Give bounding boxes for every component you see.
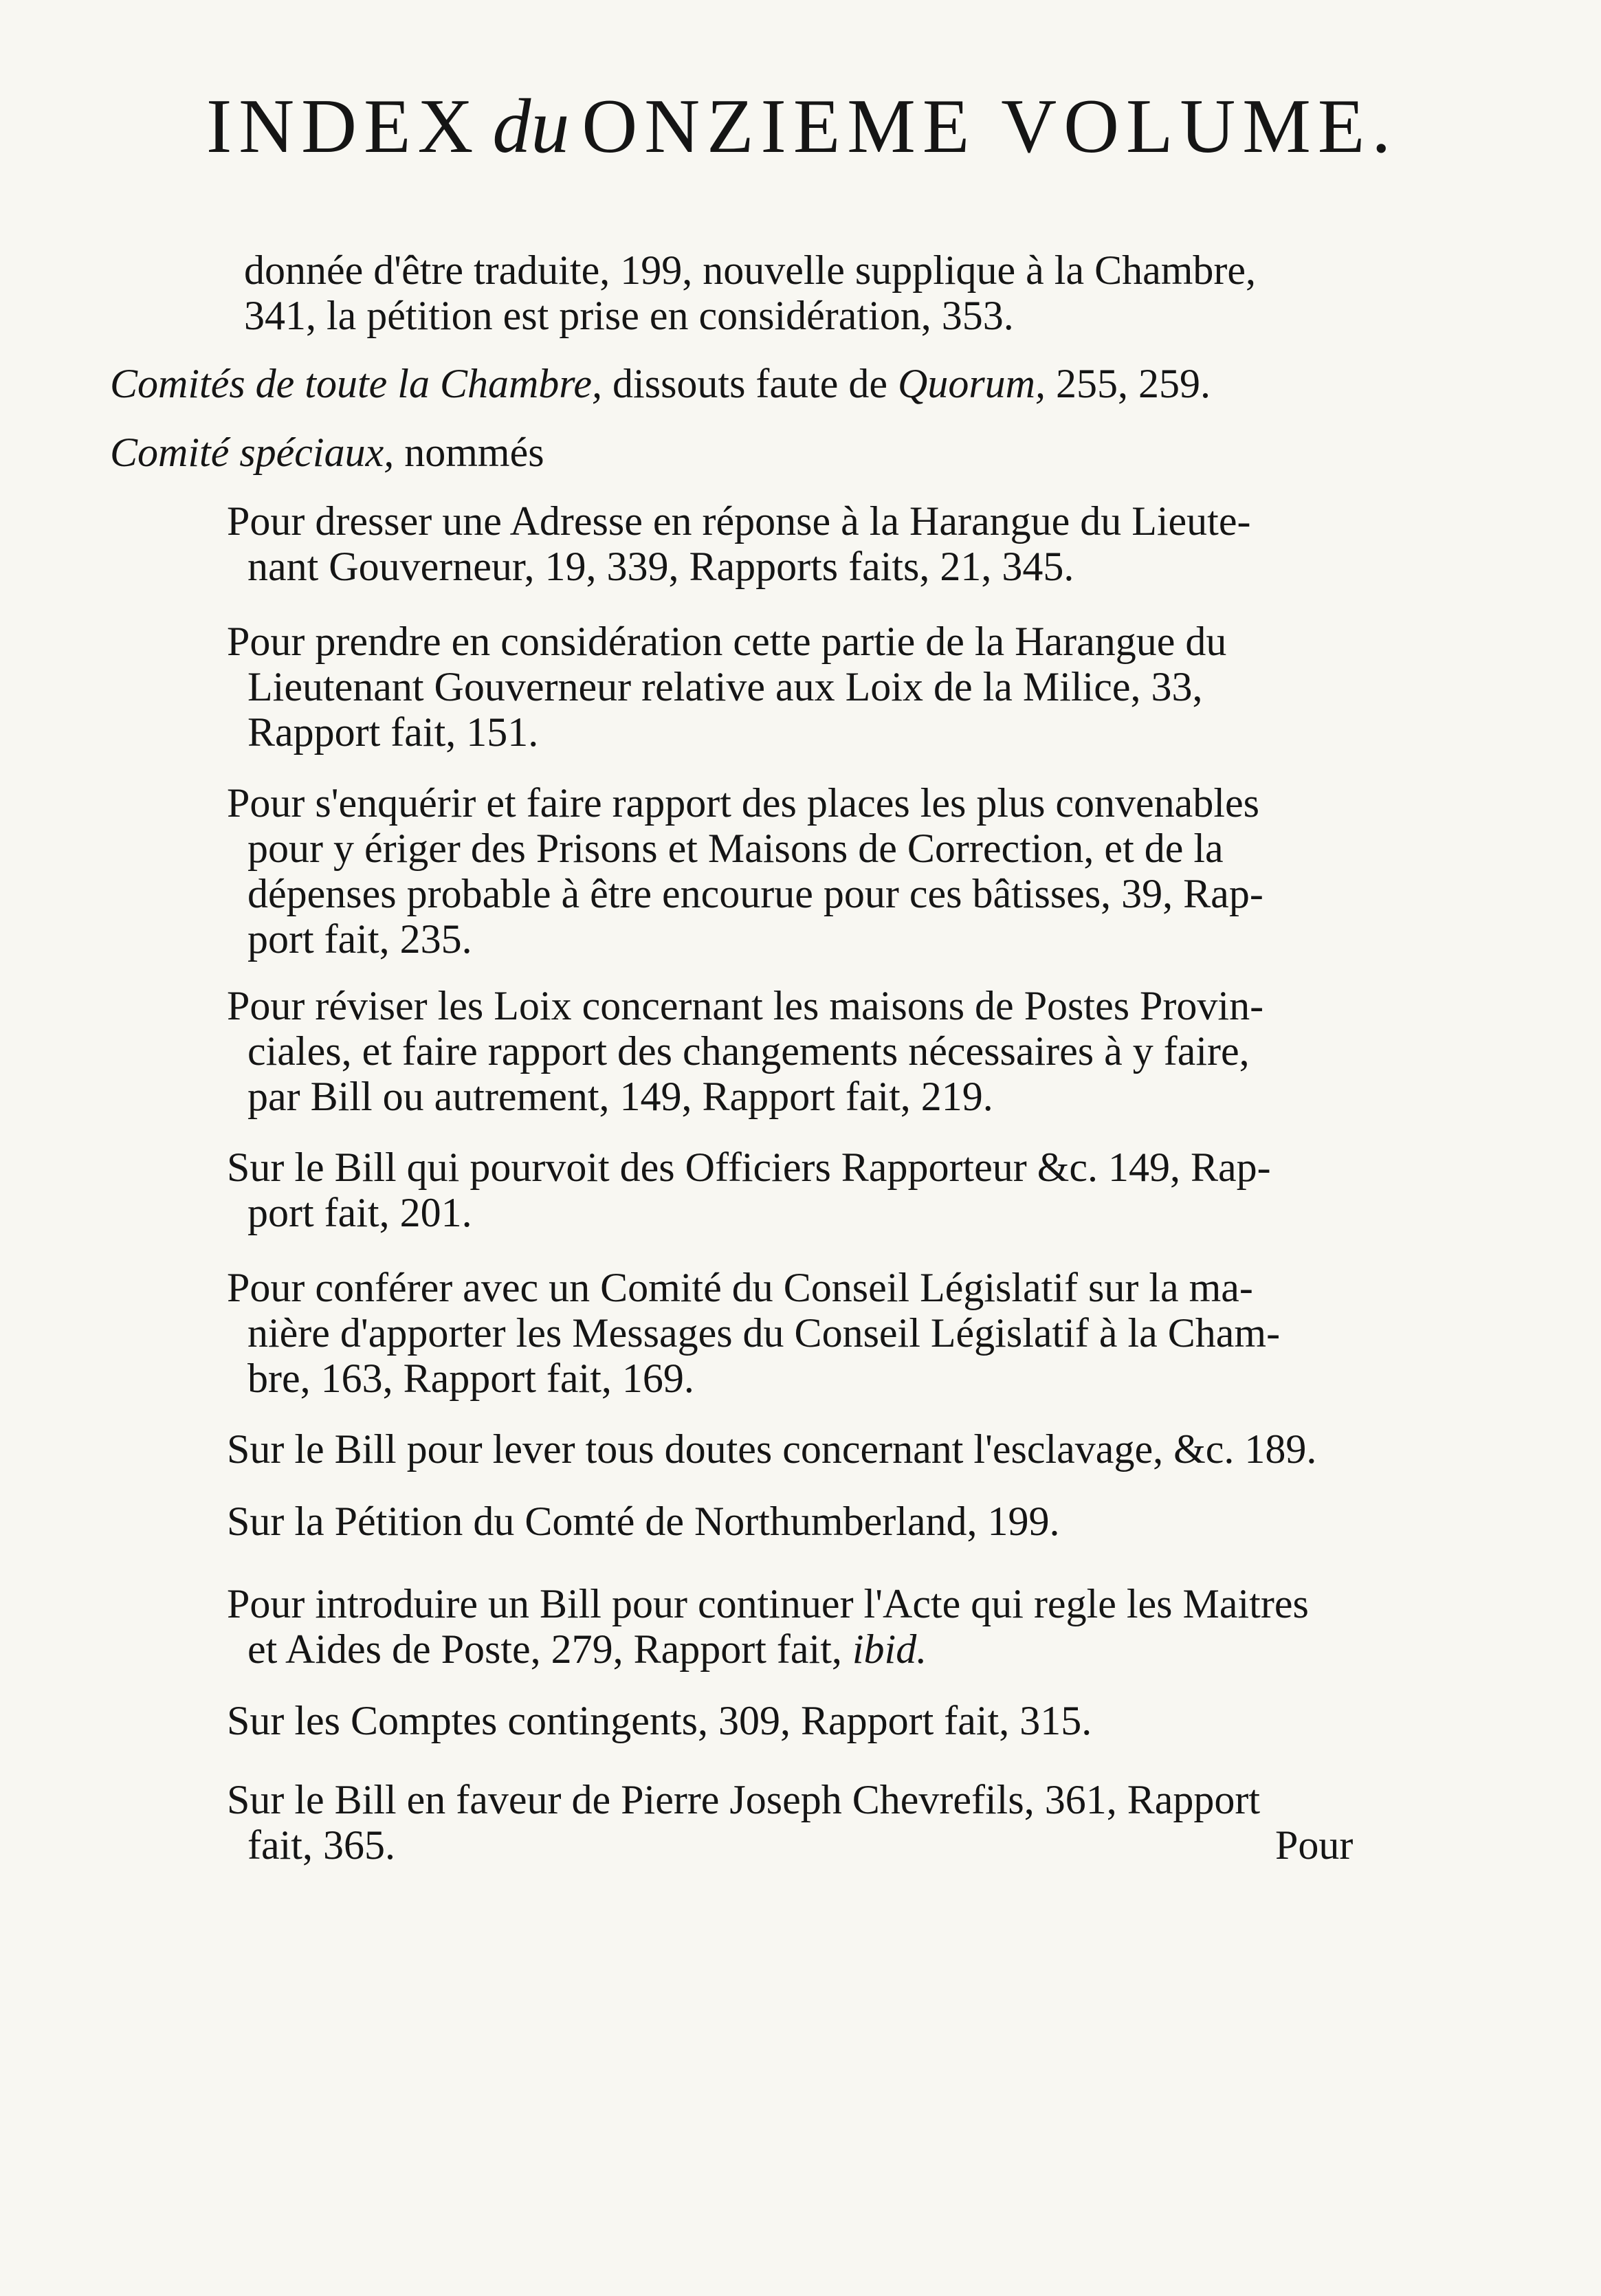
entry-line: Sur le Bill pour lever tous doutes concernant l'esclavage, &c. 189. (227, 1426, 1317, 1472)
entry-line: ciales, et faire rapport des changements nécessaires à y faire, (247, 1028, 1250, 1074)
entry-line: dépenses probable à être encourue pour ces bâtisses, 39, Rap- (247, 871, 1263, 916)
entry-line: Pour dresser une Adresse en réponse à la Harangue du Lieute- (227, 498, 1251, 544)
index-entry (227, 1145, 1426, 1235)
entry-line: par Bill ou autrement, 149, Rapport fait, 219. (247, 1074, 993, 1119)
entry-line: nière d'apporter les Messages du Conseil Législatif à la Cham- (247, 1310, 1281, 1356)
entry-line: Pour réviser les Loix concernant les maisons de Postes Provin- (227, 983, 1264, 1028)
continuation-text (244, 247, 1426, 338)
entry-line: Pour prendre en considération cette partie de la Harangue du (227, 619, 1227, 664)
entry-line: port fait, 201. (247, 1190, 472, 1235)
entry-line: Pour introduire un Bill pour continuer l'Acte qui regle les Maitres (227, 1581, 1309, 1626)
entry-line: Sur la Pétition du Comté de Northumberland, 199. (227, 1499, 1060, 1544)
page-header (206, 84, 1444, 169)
index-entry (227, 1581, 1426, 1672)
entry-line: nant Gouverneur, 19, 339, Rapports faits, 21, 345. (247, 544, 1074, 589)
text-line: donnée d'être traduite, 199, nouvelle supplique à la Chambre, (244, 247, 1257, 293)
entry-line: pour y ériger des Prisons et Maisons de Correction, et de la (247, 826, 1224, 871)
quorum-italic: Quorum, (897, 361, 1046, 406)
heading-text: dissouts faute de (602, 361, 898, 406)
index-entry (227, 1777, 1426, 1868)
heading-italic: Comités de toute la Chambre, (110, 361, 603, 406)
heading-comites-speciaux (110, 430, 1416, 475)
heading-pages: 255, 259. (1046, 361, 1211, 406)
header-volume: VOLUME. (1001, 84, 1398, 169)
entry-line: fait, 365. (247, 1822, 395, 1868)
entry-line: Lieutenant Gouverneur relative aux Loix de la Milice, 33, (247, 664, 1203, 709)
header-onzieme: ONZIEME (582, 84, 977, 169)
entry-line: Pour conférer avec un Comité du Conseil Législatif sur la ma- (227, 1265, 1253, 1310)
heading-comites-toute (110, 361, 1416, 406)
index-entry (227, 498, 1426, 589)
entry-line: Rapport fait, 151. (247, 709, 539, 755)
index-entry (227, 983, 1426, 1119)
entry-line: Sur les Comptes contingents, 309, Rapport fait, 315. (227, 1698, 1092, 1743)
header-du: du (492, 84, 570, 169)
index-entry (227, 1265, 1426, 1401)
index-entry (227, 1426, 1426, 1472)
ibid-italic: ibid. (852, 1626, 927, 1672)
entry-line: port fait, 235. (247, 916, 472, 962)
entry-line: Sur le Bill en faveur de Pierre Joseph Chevrefils, 361, Rapport (227, 1777, 1260, 1822)
entry-line: bre, 163, Rapport fait, 169. (247, 1356, 694, 1401)
entry-line: Pour s'enquérir et faire rapport des places les plus convenables (227, 780, 1259, 826)
catchword: Pour (1275, 1822, 1354, 1868)
index-entry (227, 1499, 1426, 1544)
index-entry (227, 1698, 1426, 1743)
index-entry (227, 619, 1426, 755)
entry-line: et Aides de Poste, 279, Rapport fait, ibid. (247, 1626, 927, 1672)
entry-line: Sur le Bill qui pourvoit des Officiers Rapporteur &c. 149, Rap- (227, 1145, 1271, 1190)
index-entry (227, 780, 1426, 962)
heading-italic: Comité spéciaux, (110, 430, 395, 475)
heading-text: nommés (394, 430, 544, 475)
header-index: INDEX (206, 84, 481, 169)
text-line: 341, la pétition est prise en considération, 353. (244, 293, 1014, 338)
